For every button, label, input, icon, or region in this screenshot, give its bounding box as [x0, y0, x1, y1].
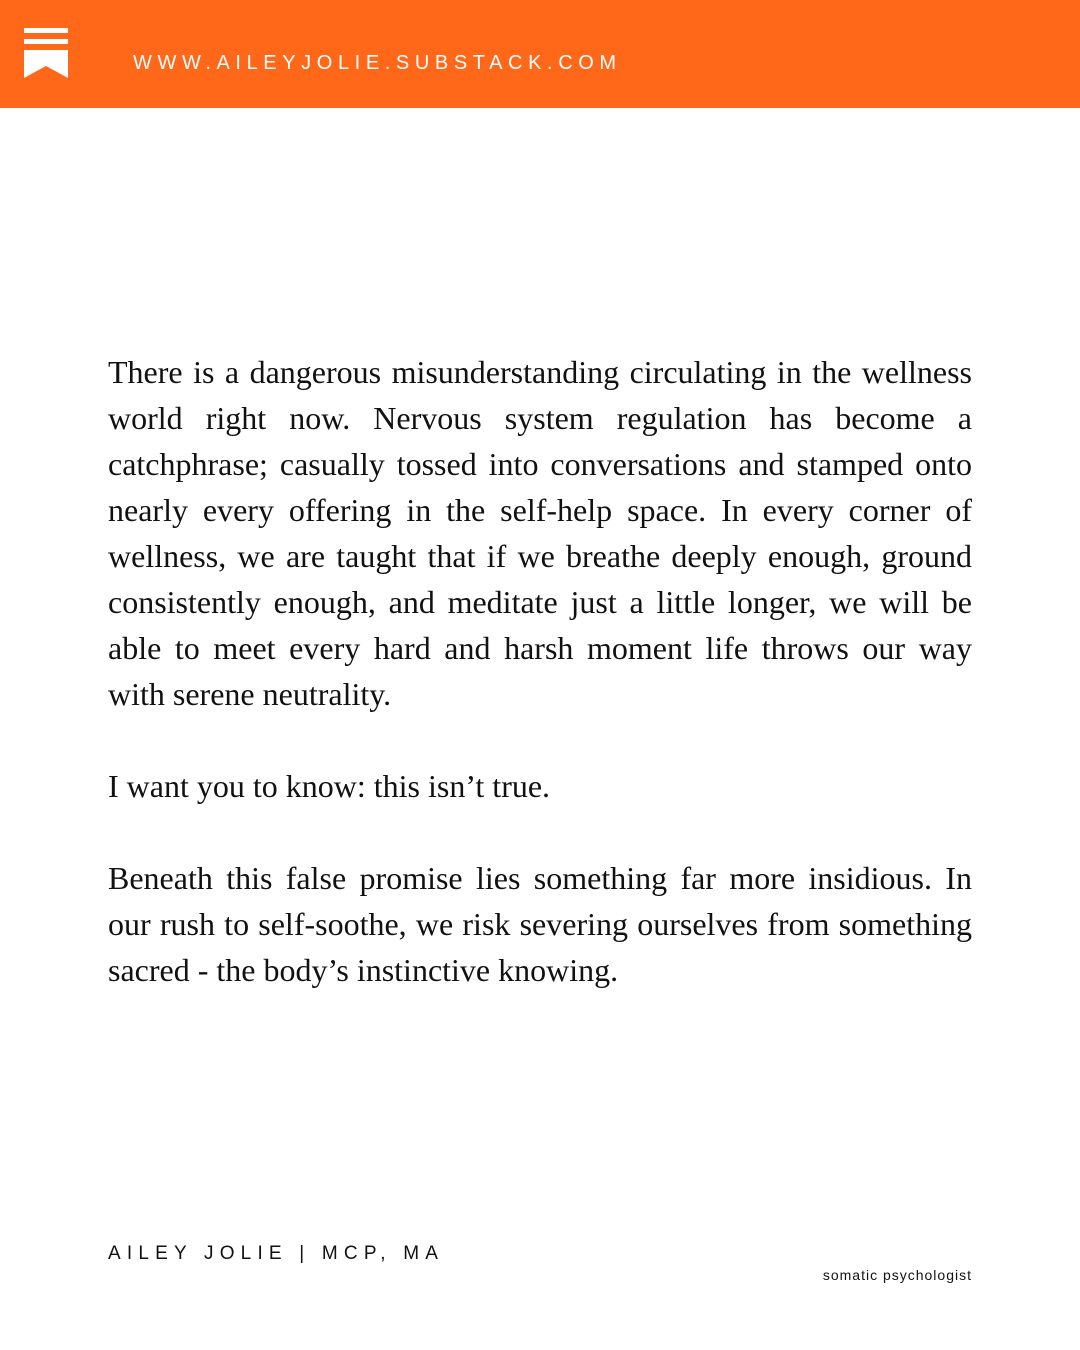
site-url[interactable]: WWW.AILEYJOLIE.SUBSTACK.COM	[133, 52, 622, 74]
author-name: AILEY JOLIE | MCP, MA	[108, 1243, 445, 1264]
article-body	[108, 349, 972, 993]
substack-bookmark-icon	[24, 28, 68, 78]
header-bar	[0, 0, 1080, 108]
paragraph: There is a dangerous misunderstanding circulating in the wellness world right now. Nervous system regulation has become a catchphrase; casually tossed into conversations and stamped onto nearly every offering in the self-help space. In every corner of wellness, we are taught that if we breathe deeply enough, ground consistently enough, and meditate just a little longer, we will be able to meet every hard and harsh moment life throws our way with serene neutrality.	[108, 354, 972, 712]
paragraph: I want you to know: this isn’t true.	[108, 768, 551, 804]
author-role: somatic psychologist	[822, 1267, 972, 1283]
paragraph: Beneath this false promise lies something far more insidious. In our rush to self-soothe, we risk severing ourselves from something sacred - the body’s instinctive knowing.	[108, 860, 972, 988]
